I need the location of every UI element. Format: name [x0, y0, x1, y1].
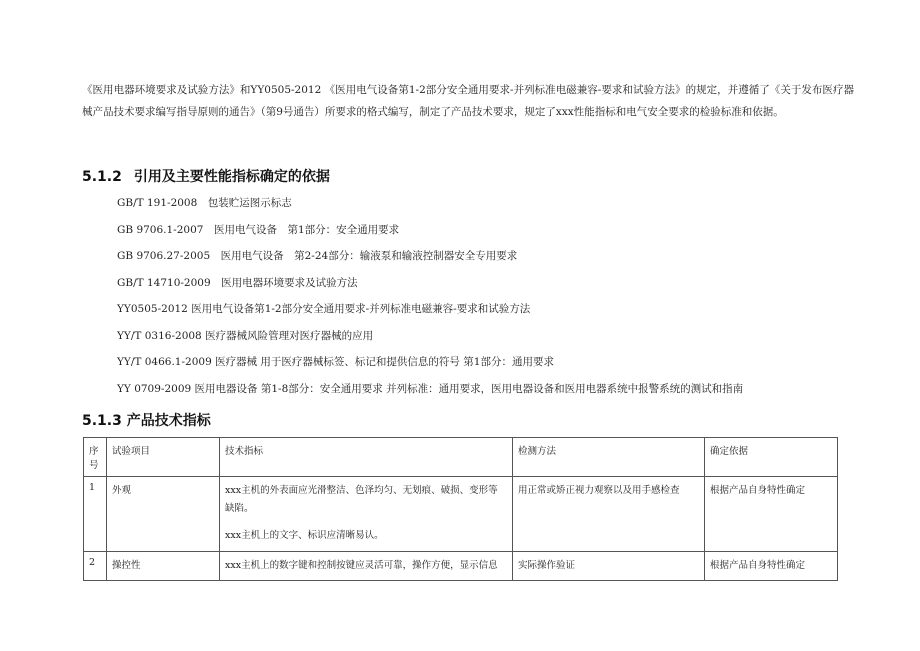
technical-spec-table	[83, 437, 838, 581]
cell-item: 操控性	[107, 552, 220, 581]
cell-no: 1	[84, 477, 107, 552]
reference-item: YY/T 0466.1-2009 医疗器械 用于医疗器械标签、标记和提供信息的符号 第1部分：通用要求	[117, 356, 554, 368]
spec-text: xxx主机上的数字键和控制按键应灵活可靠，操作方便，显示信息	[225, 560, 498, 571]
reference-item: GB/T 14710-2009 医用电器环境要求及试验方法	[117, 276, 358, 289]
reference-item: YY0505-2012 医用电气设备第1-2部分安全通用要求-并列标准电磁兼容-要求和试验方法	[117, 303, 531, 315]
cell-basis: 根据产品自身特性确定	[705, 552, 838, 581]
reference-item: GB 9706.27-2005 医用电气设备 第2-24部分：输液泵和输液控制器安全专用要求	[117, 250, 518, 262]
header-cell-spec: 技术指标	[220, 438, 513, 477]
section-number: 5.1.3	[82, 413, 122, 429]
header-cell-method: 检测方法	[513, 438, 705, 477]
cell-spec	[220, 552, 513, 581]
section-heading-5-1-2	[82, 166, 330, 186]
cell-no: 2	[84, 552, 107, 581]
reference-item: GB 9706.1-2007 医用电气设备 第1部分：安全通用要求	[117, 223, 400, 236]
header-cell-no: 序号	[84, 438, 107, 477]
section-title: 引用及主要性能指标确定的依据	[133, 169, 330, 185]
reference-standards-list	[117, 196, 743, 408]
header-cell-basis: 确定依据	[705, 438, 838, 477]
reference-item: YY/T 0316-2008 医疗器械风险管理对医疗器械的应用	[117, 329, 374, 342]
cell-method: 用正常或矫正视力观察以及用手感检查	[513, 477, 705, 552]
table-row	[84, 477, 838, 552]
spec-text: xxx主机上的文字、标识应清晰易认。	[225, 530, 384, 541]
cell-basis: 根据产品自身特性确定	[705, 477, 838, 552]
section-heading-5-1-3	[82, 410, 211, 430]
spec-text: xxx主机的外表面应光滑整洁、色泽均匀、无划痕、破损、变形等缺陷。	[225, 485, 498, 514]
cell-item: 外观	[107, 477, 220, 552]
header-cell-item: 试验项目	[107, 438, 220, 477]
intro-paragraph: 《医用电器环境要求及试验方法》和YY0505-2012 《医用电气设备第1-2部分安全通用要求-并列标准电磁兼容-要求和试验方法》的规定，并遵循了《关于发布医疗器械产品技术要求编写指导原则的通告》（第9号通告）所要求的格式编写，制定了产品技术要求，规定了xxx性能指标和电气安全要求的检验标准和依据。	[82, 84, 854, 118]
reference-item: YY 0709-2009 医用电器设备 第1-8部分：安全通用要求 并列标准：通用要求，医用电器设备和医用电器系统中报警系统的测试和指南	[117, 382, 744, 395]
table-row	[84, 552, 838, 581]
cell-method: 实际操作验证	[513, 552, 705, 581]
cell-spec	[220, 477, 513, 552]
section-number: 5.1.2	[82, 169, 122, 185]
table-header-row	[84, 438, 838, 477]
reference-item: GB/T 191-2008 包装贮运图示标志	[117, 197, 292, 209]
section-title: 产品技术指标	[126, 413, 211, 429]
